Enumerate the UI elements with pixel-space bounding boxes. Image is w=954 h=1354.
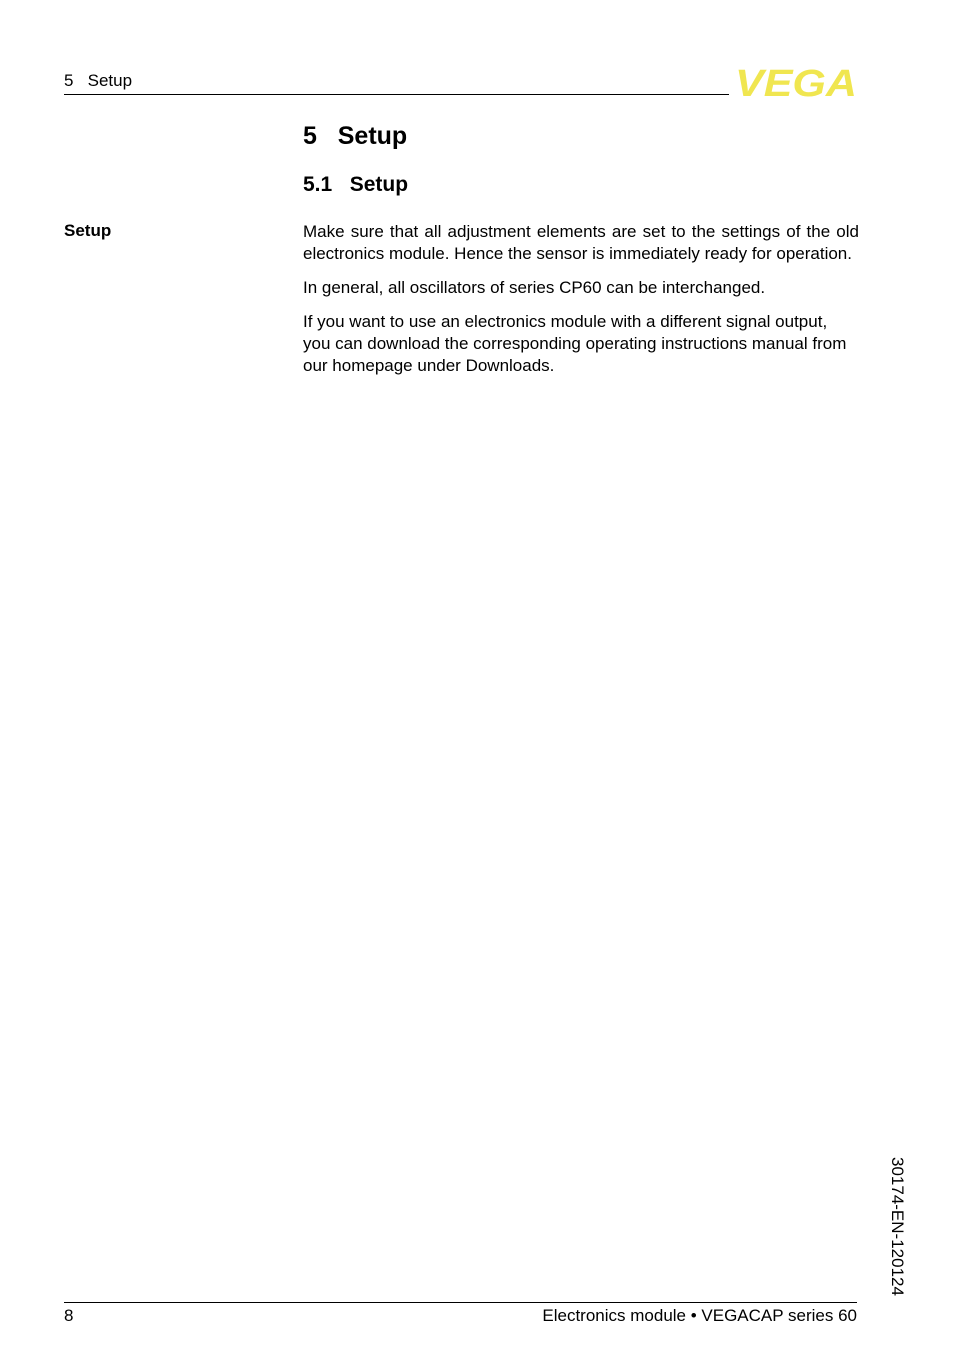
vega-logo-text: VEGA	[735, 66, 857, 98]
paragraph: If you want to use an electronics module with a different signal output, you can download the corresponding operating instructions manual from our homepage under Downloads.	[303, 312, 847, 375]
paragraph: Make sure that all adjustment elements are set to the settings of the old electronics module. Hence the sensor is immediately ready for operation.	[303, 222, 859, 263]
footer-rule	[64, 1302, 857, 1303]
paragraph: In general, all oscillators of series CP60 can be interchanged.	[303, 278, 766, 297]
footer-title: Electronics module • VEGACAP series 60	[542, 1306, 857, 1325]
document-code: 30174-EN-120124	[888, 1157, 907, 1296]
chapter-title: 5 Setup	[303, 122, 408, 150]
vega-logo	[734, 66, 858, 98]
body-text	[303, 221, 859, 389]
section-title: 5.1 Setup	[303, 173, 409, 196]
page-number: 8	[64, 1306, 74, 1325]
header-rule	[64, 94, 729, 95]
running-header: 5 Setup	[64, 71, 133, 90]
margin-note: Setup	[64, 221, 112, 240]
